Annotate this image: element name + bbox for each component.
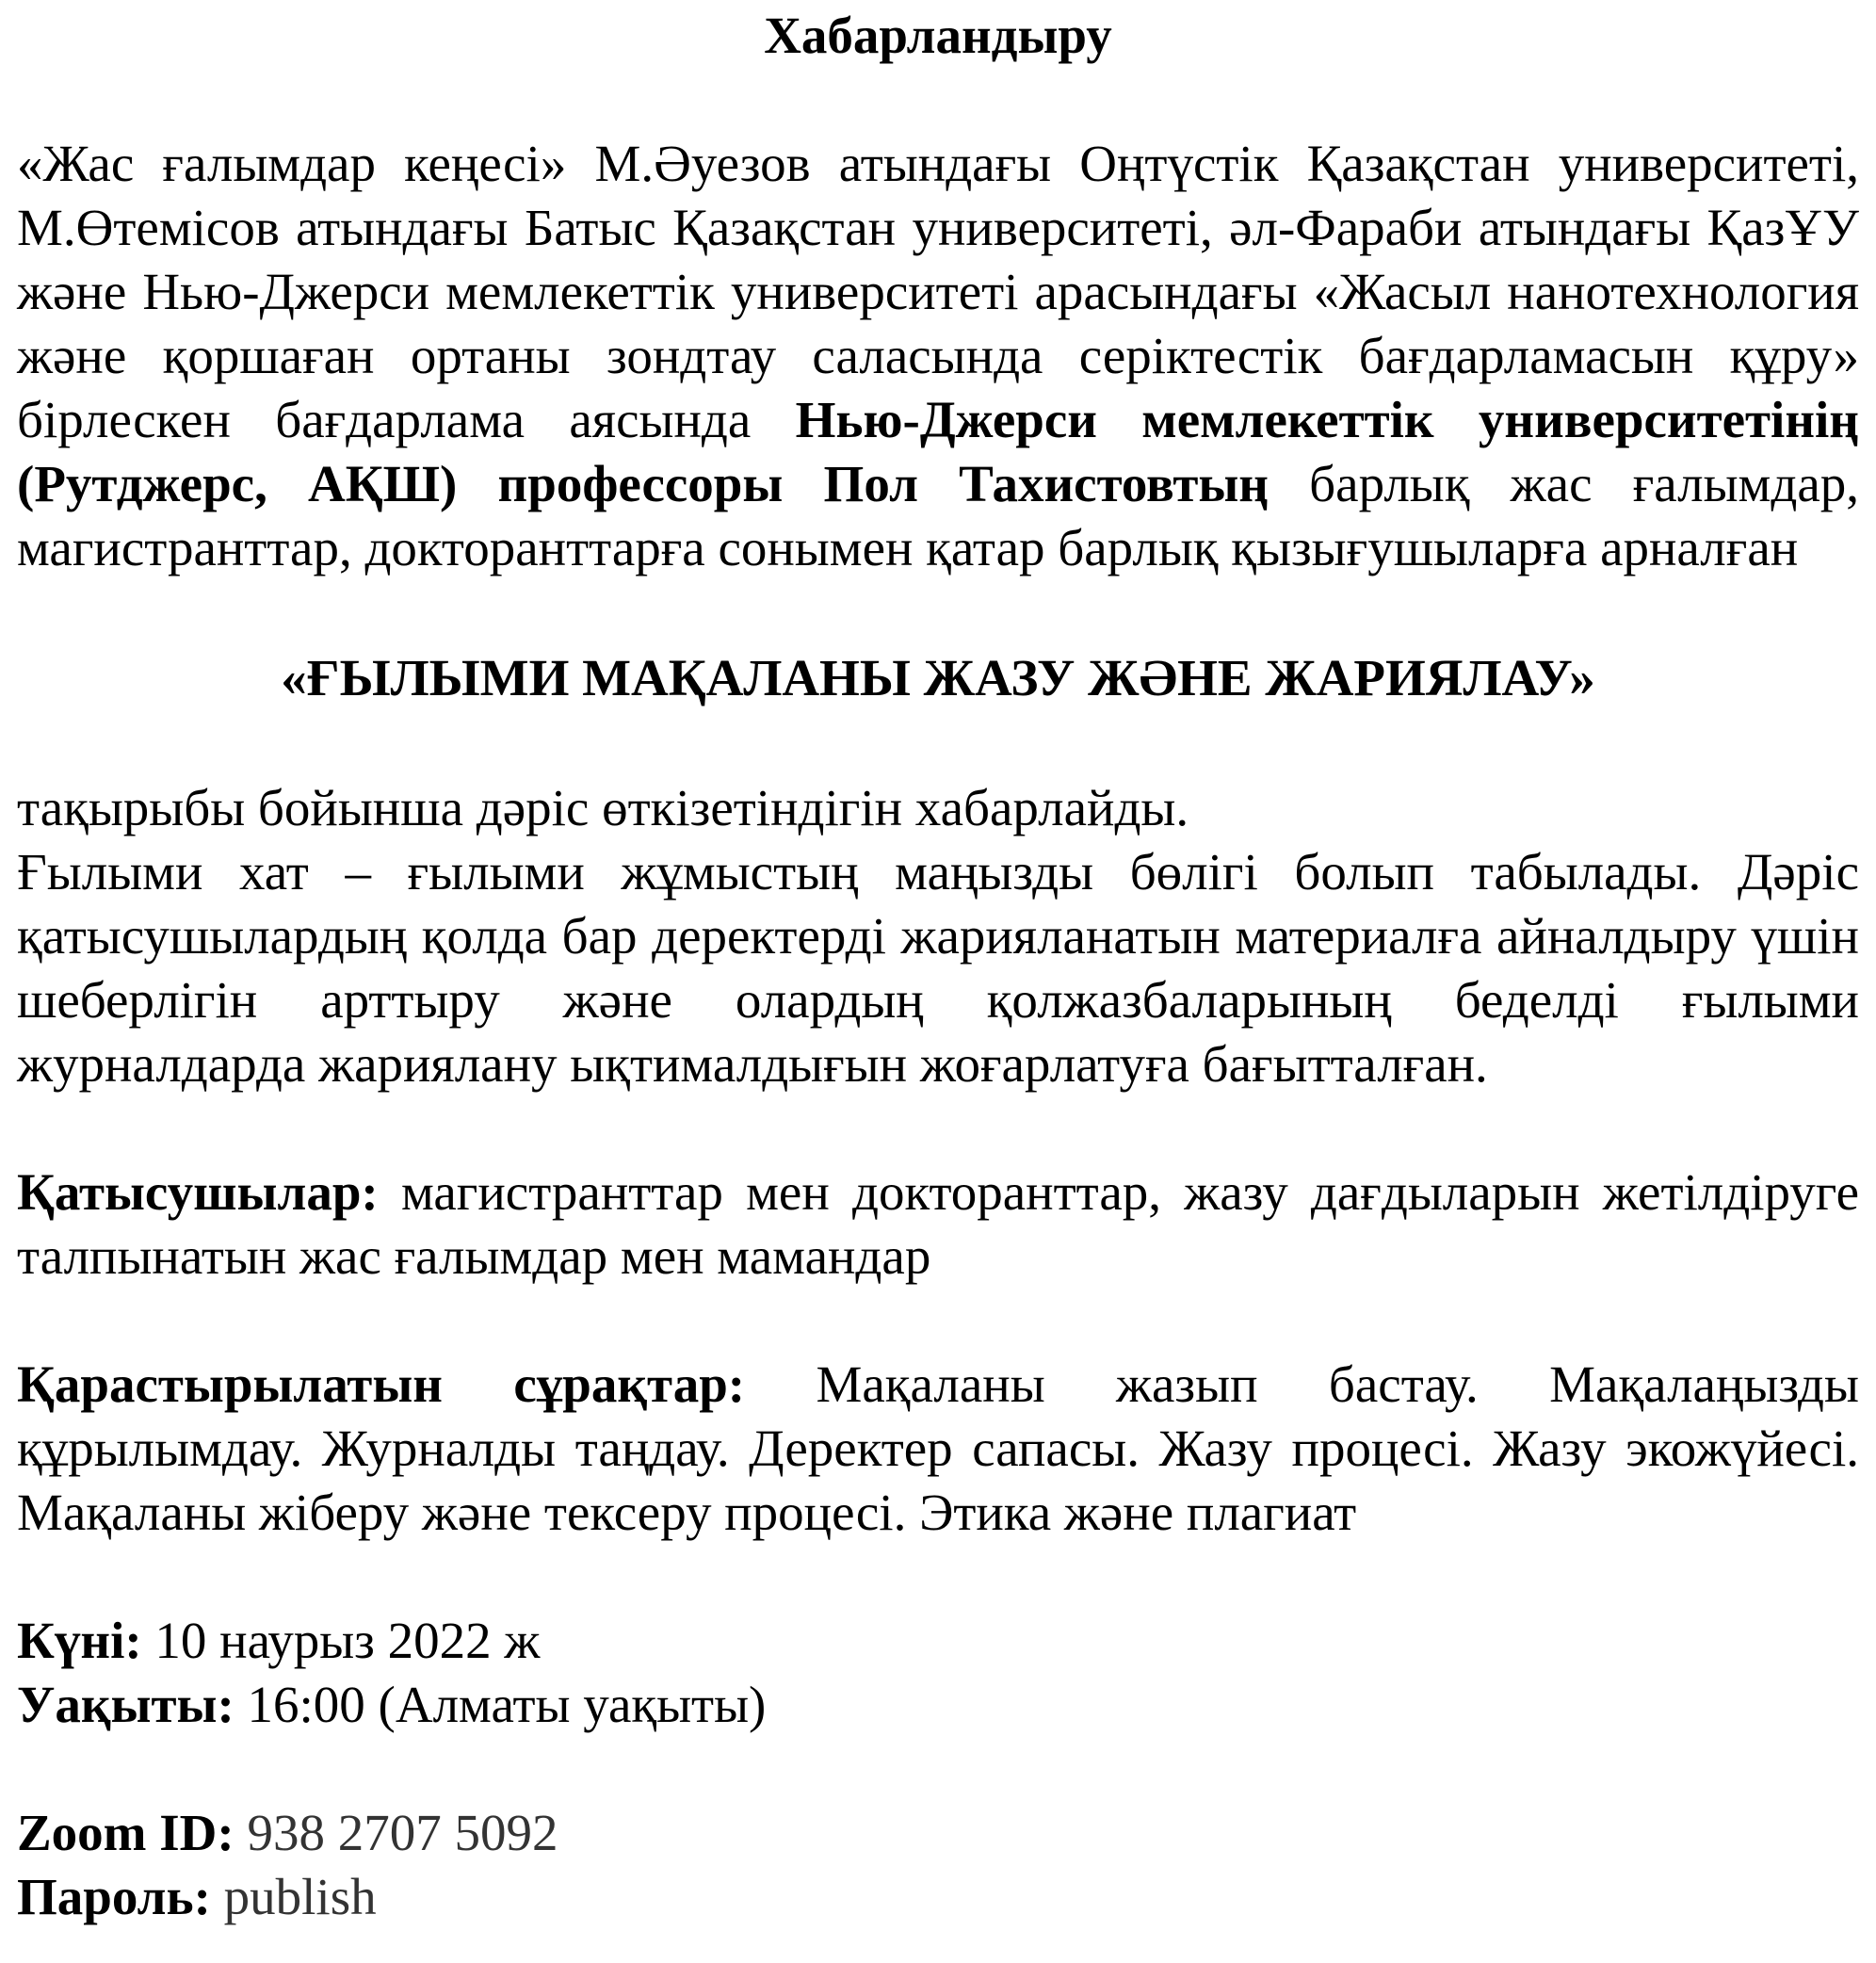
spacer: [17, 1289, 1859, 1353]
questions-value: Мақаланы жазып бастау. Мақалаңызды құрылымдау. Журналды таңдау. Деректер сапасы. Жазу процесі. Жазу экожүйесі. Мақаланы жіберу және тексеру процесі. Этика және плагиат: [17, 1355, 1859, 1541]
zoom-id-value: 938 2707 5092: [234, 1804, 558, 1861]
date-value: 10 наурыз 2022 ж: [141, 1612, 541, 1669]
intro-text-after: барлық жас ғалымдар, магистранттар, докторанттарға сонымен қатар барлық қызығушыларға арналған: [17, 455, 1859, 576]
time-label: Уақыты:: [17, 1676, 234, 1733]
spacer: [17, 1737, 1859, 1801]
topic-line: тақырыбы бойынша дәріс өткізетіндігін хабарлайды.: [17, 779, 1189, 836]
zoom-id-label: Zoom ID:: [17, 1804, 234, 1861]
participants-paragraph: [17, 1160, 1859, 1289]
description-paragraph: Ғылыми хат – ғылыми жұмыстың маңызды бөлігі болып табылады. Дәріс қатысушылардың қолда бар деректерді жарияланатын материалға айналдыру үшін шеберлігін арттыру және олардың қолжазбаларының беделді ғылыми журналдарда жариялану ықтималдығын жоғарлатуға бағытталған.: [17, 843, 1859, 1093]
spacer: [17, 1096, 1859, 1160]
spacer: [17, 1545, 1859, 1609]
participants-label: Қатысушылар:: [17, 1163, 379, 1221]
time-line: [17, 1673, 1859, 1737]
spacer: [17, 710, 1859, 776]
intro-text-before: «Жас ғалымдар кеңесі» М.Әуезов атындағы Оңтүстік Қазақстан университеті, М.Өтемісов атындағы Батыс Қазақстан университеті, әл-Фараби атындағы ҚазҰУ және Нью-Джерси мемлекеттік университеті арасындағы «Жасыл нанотехнология және қоршаған ортаны зондтау саласында серіктестік бағдарламасын құру» бірлескен бағдарлама аясында: [17, 135, 1859, 448]
time-value: 16:00 (Алматы уақыты): [234, 1676, 767, 1733]
zoom-id-line: [17, 1801, 1859, 1865]
password-line: [17, 1865, 1859, 1929]
date-label: Күні:: [17, 1612, 142, 1669]
announcement-page: [0, 4, 1876, 1963]
date-line: [17, 1609, 1859, 1673]
intro-paragraph: [17, 132, 1859, 580]
intro-bold-text: Нью-Джерси мемлекеттік университетінің (Рутджерс, АҚШ) профессоры Пол Тахистовтың: [17, 391, 1859, 512]
password-value: publish: [210, 1868, 377, 1925]
lecture-title: «ҒЫЛЫМИ МАҚАЛАНЫ ЖАЗУ ЖӘНЕ ЖАРИЯЛАУ»: [281, 649, 1595, 706]
announcement-title: Хабарландыру: [764, 7, 1112, 64]
questions-label: Қарастырылатын сұрақтар:: [17, 1355, 746, 1413]
spacer: [17, 580, 1859, 646]
password-label: Пароль:: [17, 1868, 211, 1925]
participants-value: магистранттар мен докторанттар, жазу дағдыларын жетілдіруге талпынатын жас ғалымдар мен мамандар: [17, 1163, 1859, 1285]
spacer: [17, 68, 1859, 132]
questions-paragraph: [17, 1353, 1859, 1545]
